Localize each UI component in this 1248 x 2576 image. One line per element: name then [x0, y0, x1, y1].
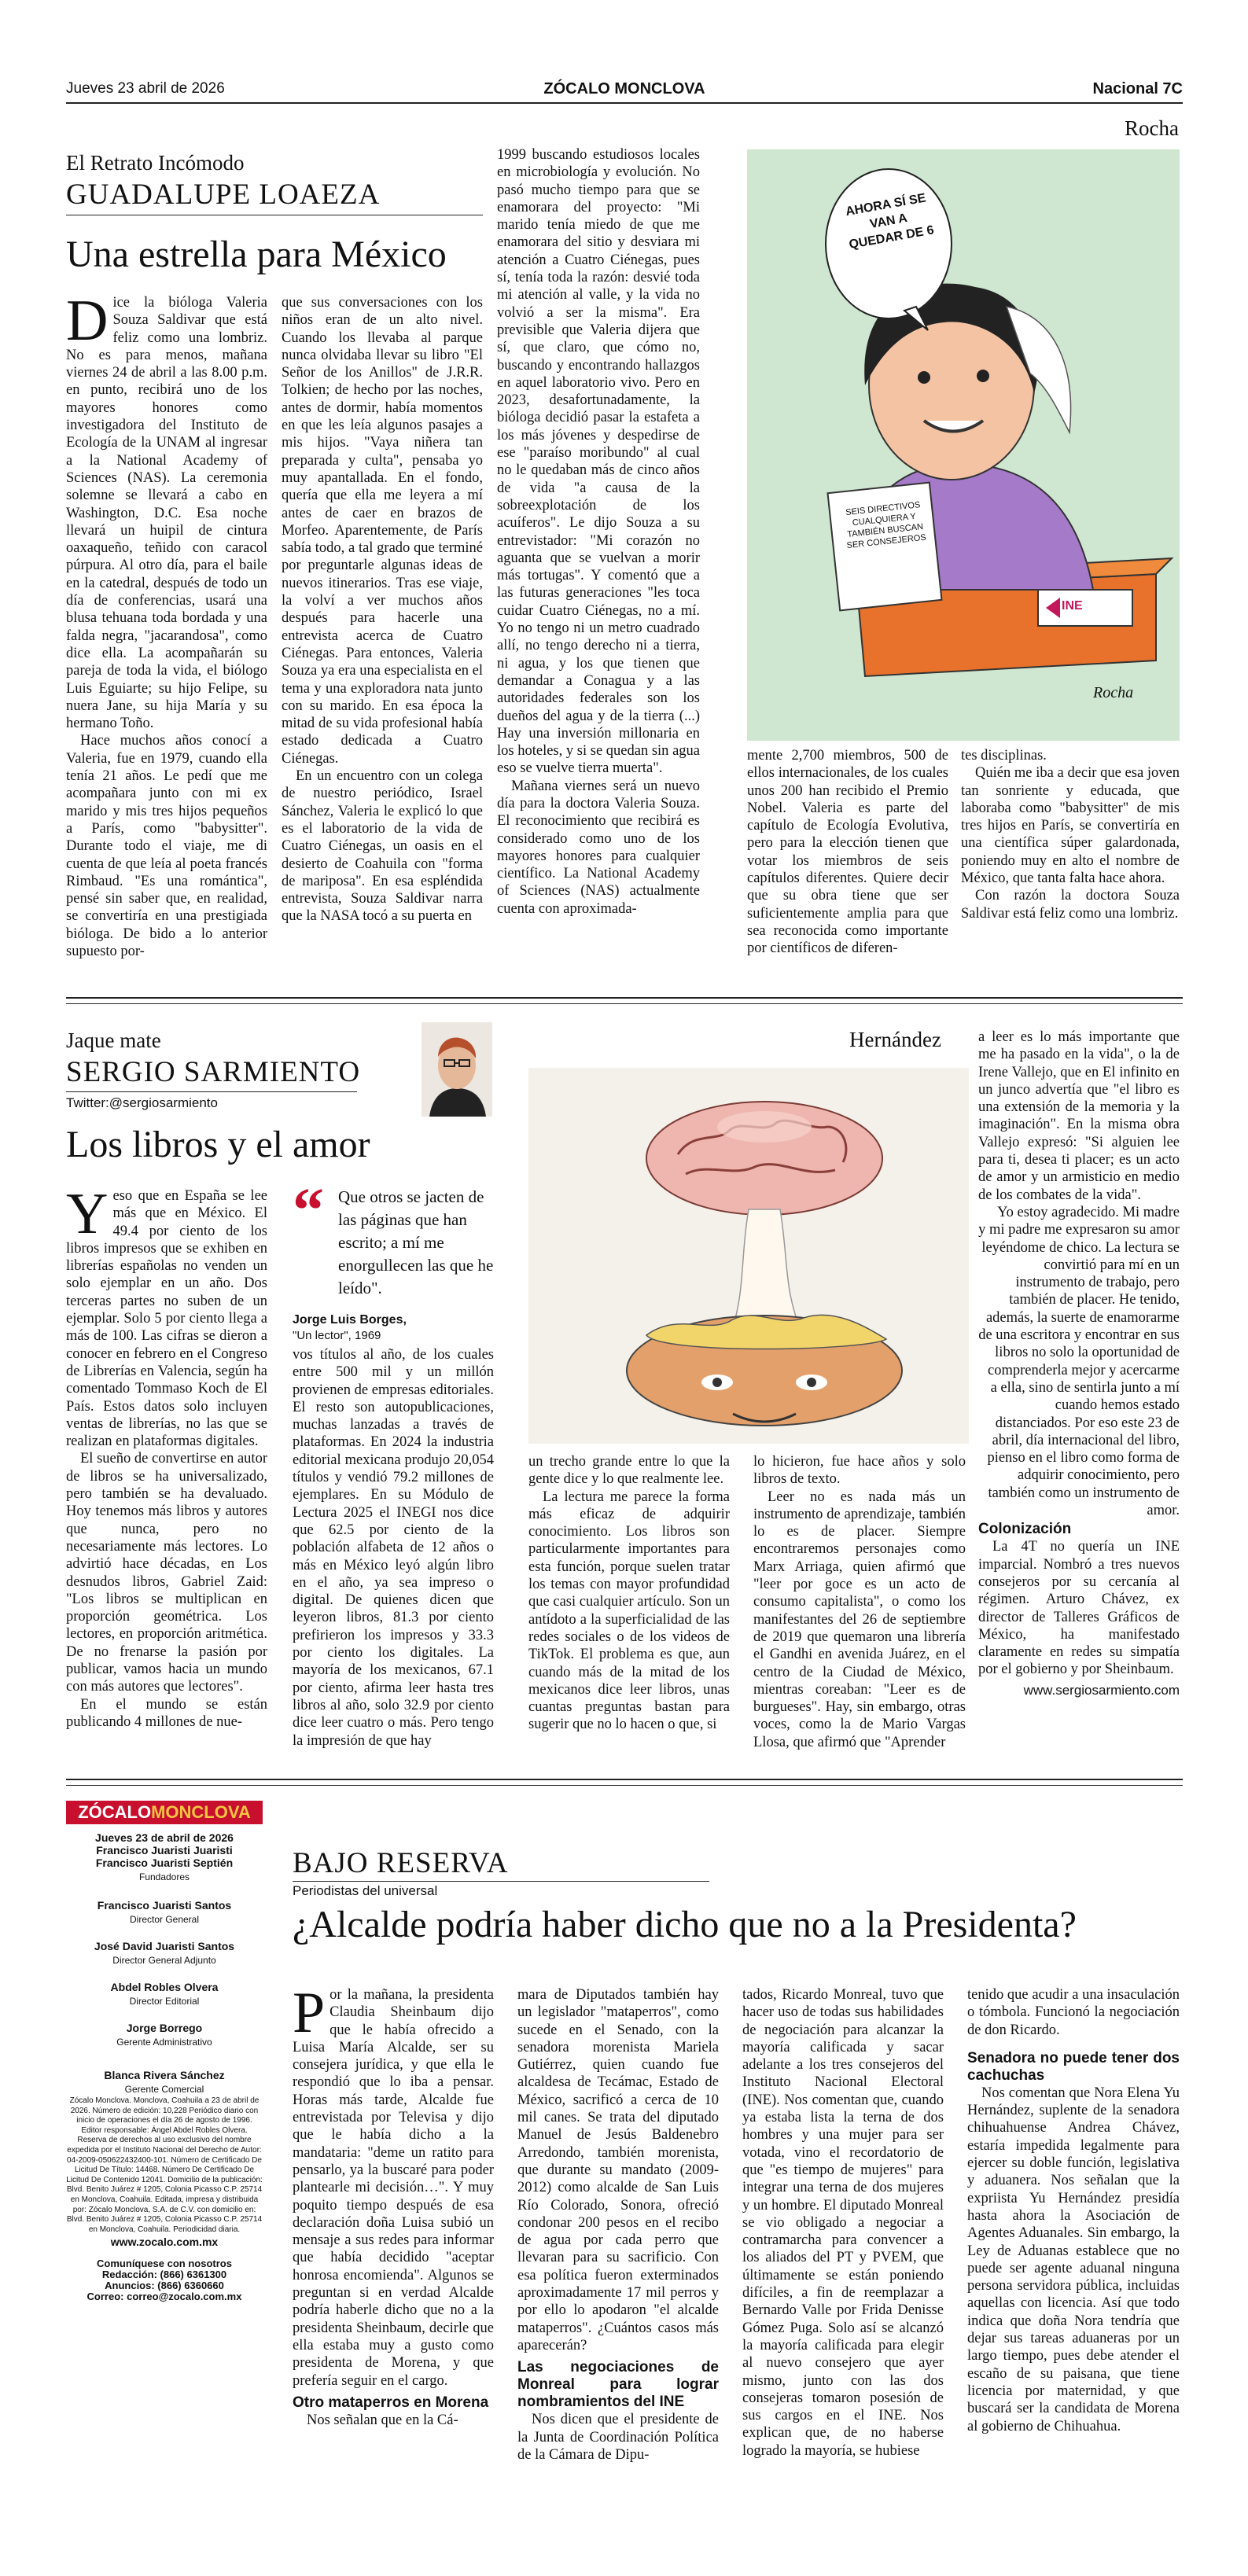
- drop-cap: D: [66, 289, 109, 353]
- column-byline-3: Periodistas del universal: [293, 1883, 438, 1898]
- paragraph: Mañana viernes será un nuevo día para la doctora Valeria Souza. El reconocimiento que recibirá es considerado como uno de los mayores honores para cualquier científico. La National Academy of Sciences (NAS) actualmente cuenta con aproximada-: [497, 778, 700, 917]
- article-col-3c: [742, 1986, 944, 2460]
- masthead-commercial-title: Gerente Comercial: [124, 2084, 204, 2095]
- cartoon-signature: Rocha: [1093, 684, 1134, 701]
- section-rule-1b: [66, 1003, 1183, 1004]
- masthead-staff-title: Director Editorial: [129, 1996, 200, 2007]
- masthead-staff-title: Director General: [129, 1914, 200, 1925]
- author-rule-2: [66, 1091, 357, 1092]
- article-headline-3: ¿Alcalde podría haber dicho que no a la Presidenta?: [293, 1904, 1077, 1945]
- masthead-redaccion: Redacción: (866) 6361300: [101, 2269, 227, 2281]
- paragraph: Quién me iba a decir que esa joven tan sonriente y educada, que laboraba como "babysitter" de mis tres hijos en París, se convertiría en una científica súper galardonada, poniendo muy en alto el nombre de México, que tanta falta hace ahora.: [961, 765, 1180, 887]
- article-col-1d: [747, 747, 948, 958]
- article-col-3d: [967, 1986, 1180, 2435]
- section-rule-2: [66, 1779, 1183, 1780]
- cartoon-credit-top: Rocha: [1125, 116, 1179, 140]
- paragraph: Con razón la doctora Souza Saldivar está feliz como una lombriz.: [961, 888, 1180, 922]
- twitter-handle: Twitter:@sergiosarmiento: [66, 1095, 218, 1110]
- website-link[interactable]: www.sergiosarmiento.com: [1023, 1682, 1180, 1698]
- paragraph: tenido que acudir a una insaculación o tómbola. Funcionó la negociación de don Ricardo.: [967, 1987, 1180, 2038]
- subheading-monreal: Las negociaciones de Monreal para lograr nombramientos del INE: [517, 2359, 719, 2411]
- drop-cap: P: [293, 1981, 326, 2045]
- paragraph: lo hicieron, fue hace años y solo libros de texto.: [753, 1454, 966, 1488]
- masthead-logo: [66, 1801, 263, 1824]
- masthead-correo[interactable]: Correo: correo@zocalo.com.mx: [87, 2291, 242, 2303]
- subheading-senadora: Senadora no puede tener dos cachuchas: [967, 2049, 1180, 2084]
- masthead-staff-title: Gerente Administrativo: [116, 2037, 212, 2048]
- article-col-3a: [293, 1981, 494, 2429]
- masthead-date: Jueves 23 de abril de 2026: [95, 1831, 234, 1844]
- subheading-mataperros: Otro mataperros en Morena: [293, 2394, 489, 2411]
- masthead-staff-name: Jorge Borrego: [126, 2022, 203, 2034]
- article-headline-2: Los libros y el amor: [66, 1124, 370, 1165]
- article-col-1a: [66, 289, 267, 960]
- column-author-2: SERGIO SARMIENTO: [66, 1056, 361, 1088]
- article-col-2b: [293, 1346, 494, 1750]
- masthead: [66, 1801, 263, 2556]
- article-col-2d: [753, 1453, 966, 1751]
- article-col-2e: [978, 1029, 1180, 1699]
- paragraph: mara de Diputados también hay un legislador "mataperros", como sucede en el Senado, con la senadora morenista Mariela Gutiérrez, quien cuando fue alcaldesa de Tecámac, Estado de México, sacrificó a cerca de 10 mil canes. Se trata del diputado Manuel de Jesús Baldenebro Arredondo, también morenista, que durante su mandato (2009-2012) como alcalde de San Luis Río Colorado, Sonora, ofreció condonar 200 pesos en el recibo de agua por cada perro que llevaran para su sacrificio. Con esa política fueron exterminados aproximadamente 17 mil perros y por ello lo apodaron "el alcalde mataperros". ¿Cuántos casos más aparecerán?: [517, 1987, 719, 2353]
- masthead-founders-title: Fundadores: [138, 1871, 190, 1882]
- political-cartoon-top: [747, 149, 1180, 741]
- paragraph: que sus conversaciones con los niños eran de un alto nivel. Cuando los llevaba al parque nunca olvidaba llevar su libro "El Señor de los Anillos" de J.R.R. Tolkien; de hecho por las noches, antes de dormir, había momentos en que les leía algunos pasajes a mis hijos. "Vaya niñera tan preparada y culta", pensaba yo muy apantallada. En el fondo, quería que ella me leyera a mí antes de caer en brazos de Morfeo. Aparentemente, de París sabía todo, a tal grado que terminé por preguntarle algunas ideas de nuevos itinerarios. Tras ese viaje, la volví a ver muchos años después para hacerle una entrevista acerca de Cuatro Ciénegas. Para entonces, Valeria Souza ya era una especialista en el tema y una exploradora nata junto con su marido. En esa época la mitad de su vida profesional había estado dedicada a Cuatro Ciénegas.: [282, 295, 483, 767]
- cartoon-credit-middle: Hernández: [849, 1028, 941, 1051]
- paragraph: un trecho grande entre lo que la gente dice y lo que realmente lee.: [528, 1454, 730, 1488]
- column-author-1: GUADALUPE LOAEZA: [66, 178, 381, 211]
- paragraph: or la mañana, la presidenta Claudia Sheinbaum dijo que le había ofrecido a Luisa María Alcalde, ser su consejera jurídica, y que ella le respondió que lo iba a pensar. Horas más tarde, Alcalde fue entrevistada por Televisa y dijo que le había dicho a la mandataria: "deme un ratito para pensarlo, ya la buscaré para poder plantearle mi decisión…". Y muy poquito tiempo después de esa declaración doña Luisa subió un mensaje a sus redes para informar que había decidido "aceptar honrosa encomienda". Algunos se preguntan si en verdad Alcalde podría haberle dicho que no a la presidenta Sheinbaum, decirle que ella estaba muy a gusto como presidenta de Morena, y que prefería seguir en el cargo.: [293, 1987, 494, 2389]
- header-date: Jueves 23 abril de 2026: [66, 80, 225, 97]
- paragraph: mente 2,700 miembros, 500 de ellos internacionales, de los cuales unos 200 han recibido el Premio Nobel. Valeria es parte del capítulo de Ecología Evolutiva, pero para la elección tienen que votar los miembros de seis capítulos diferentes. Quiere decir que su obra tiene que ser suficientemente amplia para que sea reconocida como importante por científicos de diferen-: [747, 748, 948, 957]
- header-section: Nacional 7C: [1092, 80, 1183, 98]
- cartoon-speech-bubble: AHORA SÍ SE VAN A QUEDAR DE 6: [844, 191, 935, 252]
- column-kicker-1: El Retrato Incómodo: [66, 151, 245, 175]
- quote-source: "Un lector", 1969: [293, 1329, 381, 1342]
- subheading-colonizacion: Colonización: [978, 1521, 1072, 1538]
- paragraph: Leer no es nada más un instrumento de aprendizaje, también lo es de placer. Siempre encontraremos personajes como Marx Arriaga, quien afirmó que "leer por goce es un acto de consumo capitalista", o como los manifestantes del 26 de septiembre de 2019 que quemaron una librería el Gandhi en avenida Juárez, en el centro de la Ciudad de México, mientras coreaban: "Leer es de burgueses". Hay, sin embargo, otras voces, como la de Mario Vargas Llosa, que afirmó que "Aprender: [753, 1489, 966, 1750]
- article-col-2c: [528, 1453, 730, 1734]
- column-author-3: BAJO RESERVA: [293, 1847, 509, 1879]
- author-rule-3: [293, 1881, 709, 1882]
- paragraph: Nos dicen que el presidente de la Junta de Coordinación Política de la Cámara de Dipu-: [517, 2412, 719, 2463]
- paragraph: Yo estoy agradecido. Mi madre y mi padre me expresaron su amor leyéndome de chico. La lectura se convirtió para mí en un instrumento de trabajo, pero también de placer. He tenido, además, la suerte de enamorarme de una escritora y encontrar en sus libros no solo la oportunidad de comprenderla mejor y acercarme a ella, sino de sentirla junto a mí cuando hemos estado distanciados. Por eso este 23 de abril, día internacional del libro, pienso en el libro como forma de adquirir conocimiento, pero también como un instrumento de amor.: [978, 1204, 1180, 1519]
- paragraph: Hace muchos años conocí a Valeria, fue en 1979, cuando ella tenía 21 años. Le pedí que me acompañara junto con mi ex marido y mis tres hijos pequeños a París, como "babysitter". Durante todo el viaje, me di cuenta de que leía al poeta francés Rimbaud. "Es una romántica", pensé sin saber que, en realidad, se convertiría en una prestigiada bióloga. De bido a lo anterior supuesto por-: [66, 733, 267, 959]
- article-headline-1: Una estrella para México: [66, 234, 447, 275]
- paragraph: eso que en España se lee más que en México. El 49.4 por ciento de los libros impresos que se exhiben en librerías españolas no venden un solo ejemplar en un año. Dos terceras partes no suben de un ejemplar. Solo 5 por ciento llega a más de 100. Las cifras se dieron a conocer en febrero en el Congreso de Librerías en Valencia, según ha comentado Tommaso Koch de El País. Estos datos solo incluyen ventas de librerías, no las que se realizan en plataformas digitales.: [66, 1188, 267, 1450]
- header-rule: [66, 102, 1183, 104]
- masthead-website[interactable]: www.zocalo.com.mx: [110, 2236, 219, 2249]
- masthead-staff-name: Abdel Robles Olvera: [110, 1981, 219, 1993]
- paragraph: En un encuentro con un colega de nuestro periódico, Israel Sánchez, Valeria le explicó lo que es el laboratorio de la vida de Cuatro Ciénegas, un oasis en el desierto de Coahuila con "forma de mariposa". En esa espléndida entrevista, Souza Saldivar narra que la NASA tocó a su puerta en: [282, 768, 483, 925]
- article-col-1e: [961, 747, 1180, 922]
- quote-mark-icon: “: [293, 1176, 324, 1246]
- columnist-photo: [422, 1022, 492, 1117]
- paragraph: El sueño de convertirse en autor de libros se ha universalizado, pero también se ha devaluado. Hoy tenemos más libros y autores que nunca, pero no necesariamente más lectores. Lo advirtió hace décadas, en Los desnudos libros, Gabriel Zaid: "Los libros se multiplican en proporción geométrica. Los lectores, en proporción aritmética. De no frenarse la pasión por publicar, vamos hacia un mundo con más autores que lectores".: [66, 1451, 267, 1695]
- masthead-legal: Zócalo Monclova. Monclova, Coahuila a 23 de abril de 2026. Número de edición: 10,228 Periódico diario con inicio de operaciones el día 26 de agosto de 1996. Editor responsable: Ángel Abdel Robles Olvera. Reserva de derechos al uso exclusivo del nombre expedida por el Instituto Nacional del Derecho de Autor: 04-2009-050622432400-101. Número de Certificado De Licitud De Título: 14468. Número De Certificado De Licitud De Contenido 12041. Domicilio de la publicación: Blvd. Benito Juárez # 1205, Colonia Picasso C.P. 25714 en Monclova, Coahuila. Editada, impresa y distribuida por: Zócalo Monclova, S.A. de C.V. con domicilio en: Blvd. Benito Juárez # 1205, Colonia Picasso C.P. 25714 en Monclova, Coahuila. Periodicidad diaria.: [66, 2096, 263, 2234]
- quote-text: Que otros se jacten de las páginas que han escrito; a mí me enorgullecen las que he leído".: [338, 1187, 494, 1297]
- paragraph: La 4T no quería un INE imparcial. Nombró a tres nuevos consejeros por su cercanía al régimen. Arturo Chávez, ex director de Talleres Gráficos de México, ha manifestado claramente en redes su simpatía por el gobierno y por Sheinbaum.: [978, 1539, 1180, 1678]
- masthead-logo-right: MONCLOVA: [151, 1802, 251, 1822]
- masthead-staff-name: José David Juaristi Santos: [94, 1940, 235, 1952]
- cartoon-ine-label: INE: [1062, 599, 1083, 613]
- columnist-portrait: [422, 1022, 492, 1117]
- masthead-contact-title: Comuníquese con nosotros: [97, 2258, 232, 2270]
- masthead-staff-title: Director General Adjunto: [112, 1955, 216, 1966]
- drop-cap: Y: [66, 1182, 109, 1246]
- section-rule-1: [66, 997, 1183, 999]
- masthead-founder: Francisco Juaristi Juaristi: [96, 1844, 233, 1857]
- section-rule-2b: [66, 1785, 1183, 1786]
- article-col-1c: [497, 146, 700, 918]
- article-col-3b: [517, 1986, 719, 2464]
- masthead-anuncios: Anuncios: (866) 6360660: [105, 2280, 224, 2292]
- cartoon-paper-note: SEIS DIRECTIVOS CUALQUIERA Y TAMBIÉN BUSCAN SER CONSEJEROS: [845, 500, 927, 551]
- paragraph: La lectura me parece la forma más eficaz de adquirir conocimiento. Los libros son particularmente importantes para esta función, porque suelen tratar los temas con mayor profundidad que casi cualquier artículo. Son un antídoto a la superficialidad de las redes sociales o de los videos de TikTok. El problema es que, aun cuando más de la mitad de los mexicanos dice leer libros, unas cuantas preguntas bastan para sugerir que no lo hacen o que, si: [528, 1489, 730, 1733]
- paragraph: vos títulos al año, de los cuales entre 500 mil y un millón provienen de empresas editoriales. El resto son autopublicaciones, muchas lanzadas a través de plataformas. En 2024 la industria editorial mexicana produjo 20,054 títulos y vendió 79.2 millones de ejemplares. En su Módulo de Lectura 2025 el INEGI nos dice que 62.5 por ciento de la población alfabeta de 12 años o más en México leyó algún libro en el año, ya sea impreso o digital. De quienes dicen que leyeron libros, 81.3 por ciento prefirieron los impresos y 33.3 por ciento los digitales. La mayoría de los mexicanos, 67.1 por ciento, afirma leer hasta tres libros al año, solo 32.9 por ciento dice leer cuatro o más. Pero tengo la impresión de que hay: [293, 1347, 494, 1749]
- masthead-founder: Francisco Juaristi Septién: [95, 1857, 234, 1869]
- cartoon-drawing-brain: [528, 1068, 969, 1444]
- political-cartoon-middle: [528, 1068, 969, 1444]
- masthead-commercial-name: Blanca Rivera Sánchez: [104, 2069, 225, 2081]
- masthead-body: [66, 1832, 263, 2302]
- masthead-staff-name: Francisco Juaristi Santos: [97, 1899, 232, 1912]
- paragraph: tes disciplinas.: [961, 748, 1047, 764]
- column-kicker-2: Jaque mate: [66, 1029, 161, 1052]
- paragraph: Nos señalan que en la Cá-: [307, 2412, 458, 2428]
- paragraph: tados, Ricardo Monreal, tuvo que hacer uso de todas sus habilidades de negociación para alcanzar la mayoría calificada y sacar adelante a los tres consejeros del Instituto Nacional Electoral (INE). Nos comentan que, cuando ya estaba lista la terna de dos hombres y una mujer para ser votada, vino el recordatorio de que "es tiempo de mujeres" para integrar una terna de dos mujeres y un hombre. El diputado Monreal se vio obligado a negociar a contramarcha para convencer a los aliados del PT y PVEM, que últimamente se están poniendo difíciles, a fin de reemplazar a Bernardo Valle por Frida Denisse Gómez Puga. Solo así se alcanzó la mayoría calificada para elegir al nuevo consejero que ayer mismo, junto con las dos consejeras tomaron posesión de sus cargos en el INE. Nos explican que, de no haberse logrado la mayoría, se hubiese: [742, 1987, 944, 2459]
- paragraph: ice la bióloga Valeria Souza Saldivar que está feliz como una lombriz. No es para menos, mañana viernes 24 de abril a las 8.00 p.m. en punto, recibirá uno de los mayores honores como investigadora del Instituto de Ecología de la UNAM al ingresar a la National Academy of Sciences (NAS). La ceremonia solemne se llevará a cabo en Washington, D.C. Esa noche llevará un huipil de cintura oaxaqueño, teñido con caracol púrpura. Al otro día, para el baile en la catedral, después de todo un día de conferencias, usará una blusa tehuana toda bordada y una falda negra, "jacarandosa", como dice ella. La acompañarán su pareja de toda la vida, el biólogo Luis Eguiarte; su hijo Felipe, su nuera Jane, su hija María y su hermano Toño.: [66, 295, 267, 732]
- paragraph: 1999 buscando estudiosos locales en microbiología y evolución. No pasó mucho tiempo para que se enamorara del proyecto: "Mi marido tenía miedo de que me enamorara del sitio y desviara mi atención a Cuatro Ciénegas, pues sí, tenía toda la razón: desvié toda mi atención al valle, y la vida no volvió a ser la misma". Era previsible que Valeria dijera que sí, que claro, que cómo no, buscando y encontrando hallazgos en aquel laboratorio vivo. Pero en 2023, desafortunadamente, la bióloga decidió pasar la estafeta a los más jóvenes y despedirse de ese "paraíso moribundo" al cual no le quedaban más de cinco años de vida "a causa de la sobreexplotación de los acuíferos". Le dijo Souza a su entrevistador: "Mi corazón no aguanta que se vuelvan a morir más tortugas". Y comentó que a las futuras generaciones "les toca cuidar Cuatro Ciénegas, no a mí. Yo no tengo ni un metro cuadrado allí, no tengo derecho ni a tierra, ni agua, y los que tienen que demandar a Conagua y a las autoridades federales son los dueños del agua y de la tierra (...) Hay una inversión millonaria en los hoteles, y si se quedan sin agua eso se vuelve tierra muerta".: [497, 147, 700, 777]
- header-paper-name: ZÓCALO MONCLOVA: [543, 80, 705, 98]
- cartoon-drawing: [747, 149, 1180, 741]
- article-col-1b: [282, 294, 483, 926]
- masthead-logo-left: ZÓCALO: [78, 1802, 152, 1822]
- article-col-2a: [66, 1182, 267, 1731]
- paragraph: En el mundo se están publicando 4 millones de nue-: [66, 1696, 267, 1730]
- paragraph: a leer es lo más importante que me ha pasado en la vida", o la de Irene Vallejo, que en El infinito en un junco advertía que "el libro es una extensión de la memoria y la imaginación". En la misma obra Vallejo expresó: "Si alguien lee para ti, desea ti placer; es un acto de amor y un armisticio en medio de los combates de la vida".: [978, 1029, 1180, 1203]
- paragraph: Nos comentan que Nora Elena Yu Hernández, suplente de la senadora chihuahuense Andrea Chávez, estaría impedida legalmente para ejercer su doble función, legislativa y aduanera. Nos señalan que la expriista Yu Hernández presidía hasta ahora la Asociación de Agentes Aduanales. Sin embargo, la Ley de Aduanas establece que no puede ser agente aduanal ninguna persona servidora pública, incluidas aquellas con licencia. Así que todo indica que doña Nora tendría que dejar sus tareas aduaneras por un largo tiempo, pues debe atender el escaño de su paisana, que tiene licencia por maternidad, y que buscará ser la candidata de Morena al gobierno de Chihuahua.: [967, 2085, 1180, 2434]
- quote-author: Jorge Luis Borges,: [293, 1313, 407, 1327]
- page-header: [66, 79, 1183, 102]
